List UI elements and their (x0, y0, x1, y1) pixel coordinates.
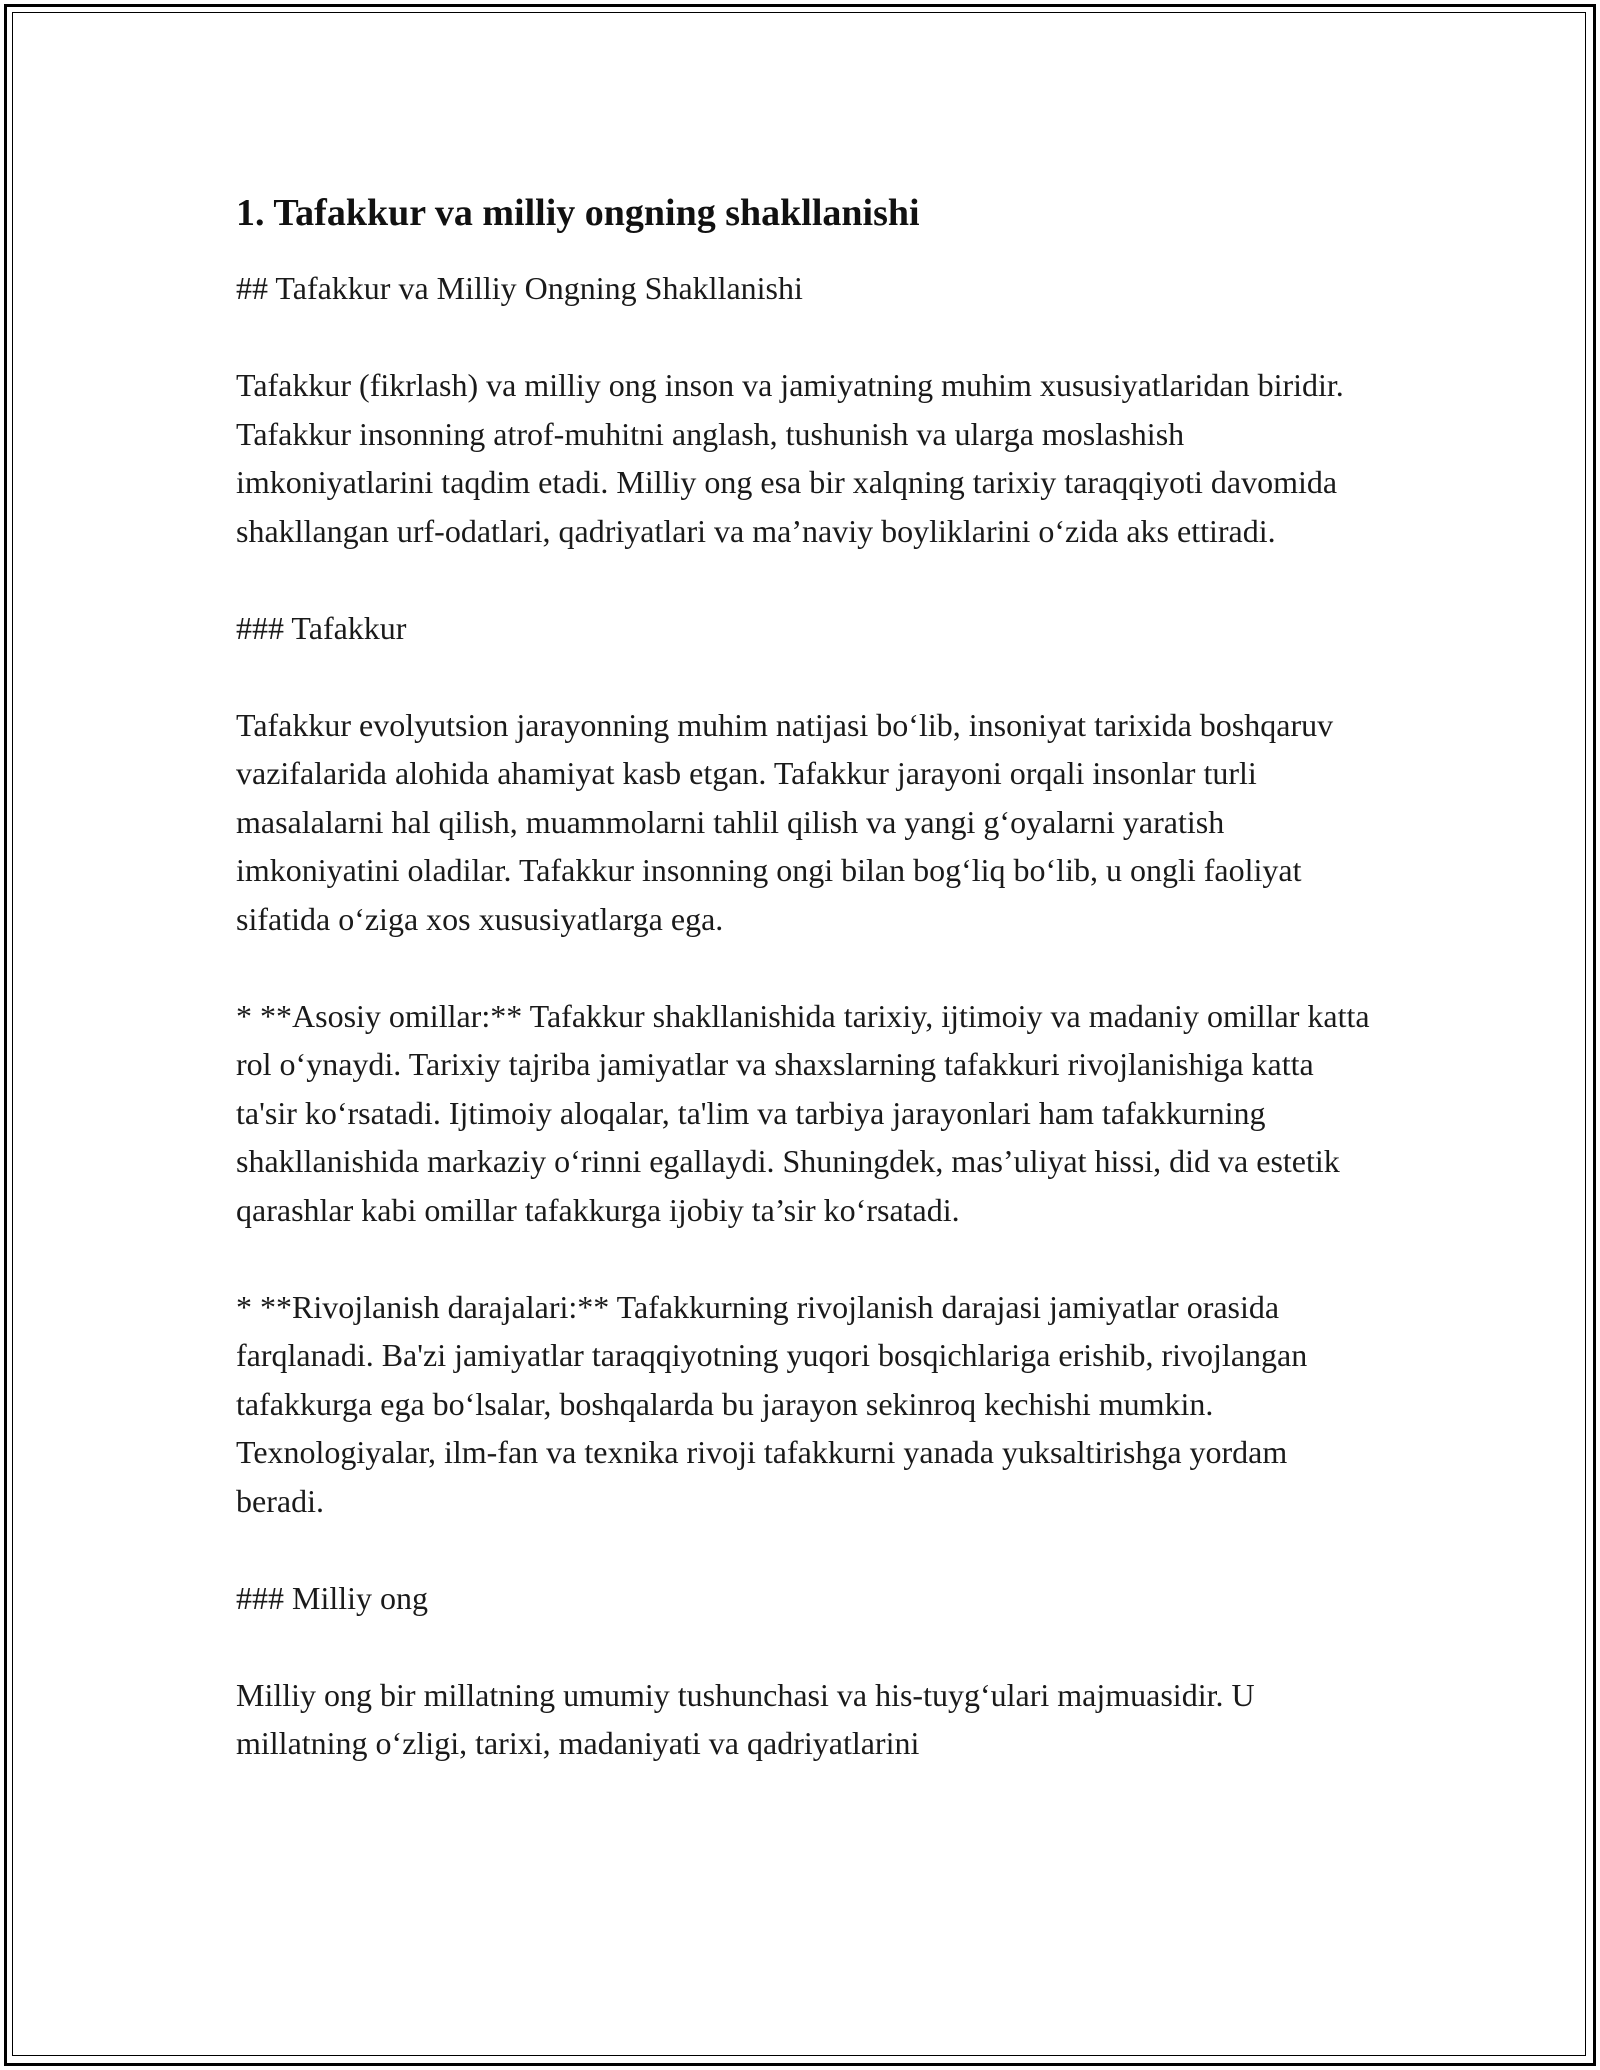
bullet-rivojlanish-darajalari: * **Rivojlanish darajalari:** Tafakkurning rivojlanish darajasi jamiyatlar orasida farqlanadi. Ba'zi jamiyatlar taraqqiyotning yuqori bosqichlariga erishib, rivojlangan tafakkurga ega bo‘lsalar, boshqalarda bu jarayon sekinroq kechishi mumkin. Texnologiyalar, ilm-fan va texnika rivoji tafakkurni yanada yuksaltirishga yordam beradi. (236, 1288, 1308, 1519)
document-title: 1. Tafakkur va milliy ongning shakllanishi (236, 192, 920, 234)
section-heading-tafakkur: ### Tafakkur (236, 609, 407, 646)
intro-paragraph: Tafakkur (fikrlash) va milliy ong inson va jamiyatning muhim xususiyatlaridan biridir. Tafakkur insonning atrof-muhitni anglash, tushunish va ularga moslashish imkoniyatlarini taqdim etadi. Milliy ong esa bir xalqning tarixiy taraqqiyoti davomida shakllangan urf-odatlari, qadriyatlari va ma’naviy boyliklarini o‘zida aks ettiradi. (236, 367, 1344, 549)
section-heading-milliy-ong: ### Milliy ong (236, 1579, 429, 1616)
bullet-asosiy-omillar: * **Asosiy omillar:** Tafakkur shakllanishida tarixiy, ijtimoiy va madaniy omillar katta rol o‘ynaydi. Tarixiy tajriba jamiyatlar va shaxslarning tafakkuri rivojlanishiga katta ta'sir ko‘rsatadi. Ijtimoiy aloqalar, ta'lim va tarbiya jarayonlari ham tafakkurning shakllanishida markaziy o‘rinni egallaydi. Shuningdek, mas’uliyat hissi, did va estetik qarashlar kabi omillar tafakkurga ijobiy ta’sir ko‘rsatadi. (236, 997, 1370, 1228)
markdown-heading-main: ## Tafakkur va Milliy Ongning Shakllanishi (236, 270, 803, 306)
document-body (236, 188, 1376, 1816)
milliy-ong-paragraph: Milliy ong bir millatning umumiy tushunchasi va his-tuyg‘ulari majmuasidir. U millatning o‘zligi, tarixi, madaniyati va qadriyatlarini (236, 1676, 1255, 1761)
tafakkur-paragraph: Tafakkur evolyutsion jarayonning muhim natijasi bo‘lib, insoniyat tarixida boshqaruv vazifalarida alohida ahamiyat kasb etgan. Tafakkur jarayoni orqali insonlar turli masalalarni hal qilish, muammolarni tahlil qilish va yangi g‘oyalarni yaratish imkoniyatini oladilar. Tafakkur insonning ongi bilan bog‘liq bo‘lib, u ongli faoliyat sifatida o‘ziga xos xususiyatlarga ega. (236, 706, 1334, 937)
